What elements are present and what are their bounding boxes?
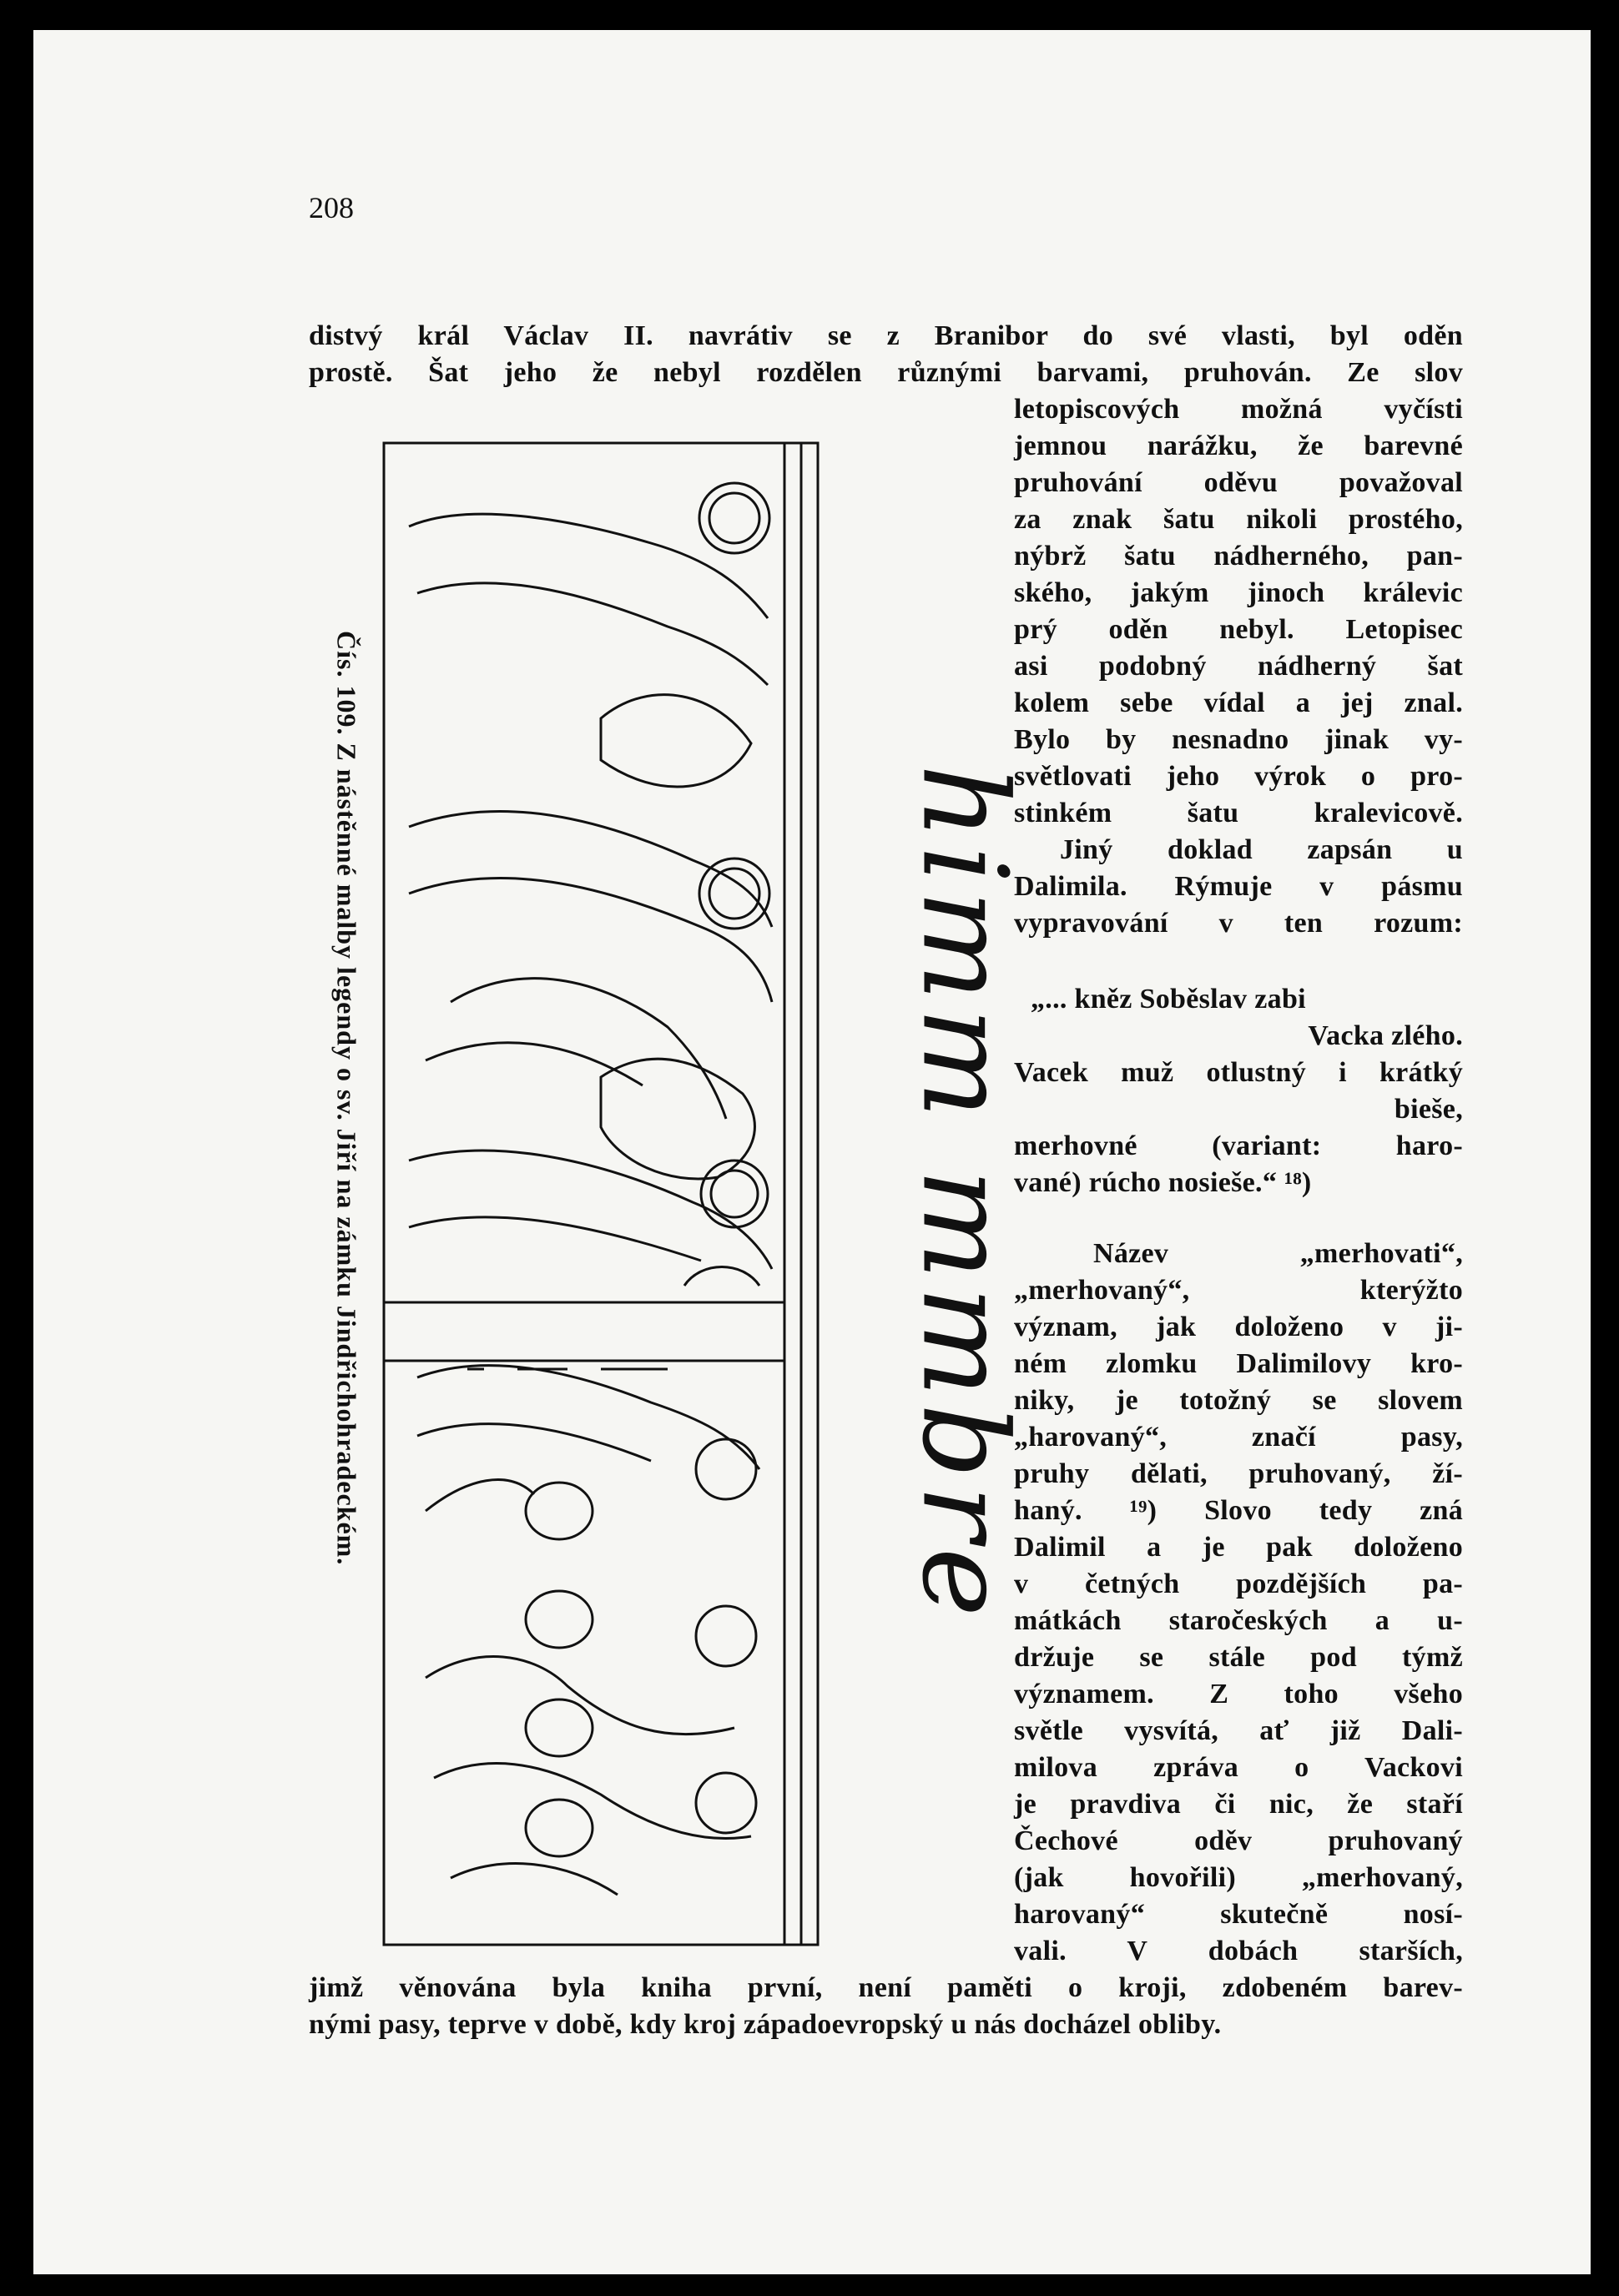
book-page: [33, 30, 1591, 2274]
column-line: ném zlomku Dalimilovy kro-: [1014, 1348, 1463, 1379]
column-line: za znak šatu nikoli prostého,: [1014, 504, 1463, 535]
column-line: jemnou narážku, že barevné: [1014, 430, 1463, 461]
column-line: světlovati jeho výrok o pro-: [1014, 761, 1463, 792]
column-line: pruhy dělati, pruhovaný, ží-: [1014, 1458, 1463, 1489]
column-line: „harovaný“, značí pasy,: [1014, 1422, 1463, 1453]
text-line: distvý král Václav II. navrátiv se z Branibor do své vlasti, byl oděn: [309, 320, 1463, 351]
column-line: harovaný“ skutečně nosí-: [1014, 1899, 1463, 1930]
quote-line: vané) rúcho nosieše.“ ¹⁸): [1014, 1167, 1312, 1198]
column-line: Bylo by nesnadno jinak vy-: [1014, 724, 1463, 755]
column-line: (jak hovořili) „merhovaný,: [1014, 1862, 1463, 1893]
mural-illustration: [351, 426, 885, 1961]
column-line: nýbrž šatu nádherného, pan-: [1014, 541, 1463, 571]
mural-drawing: [351, 426, 885, 1961]
column-line: prý oděn nebyl. Letopisec: [1014, 614, 1463, 645]
gothic-inscription: himm mmbre: [895, 764, 1032, 1624]
text-line: jimž věnována byla kniha první, není paměti o kroji, zdobeném barev-: [309, 1972, 1463, 2003]
column-line: Název „merhovati“,: [1093, 1238, 1463, 1269]
column-line: niky, je totožný se slovem: [1014, 1385, 1463, 1416]
column-line: stinkém šatu kralevicově.: [1014, 798, 1463, 828]
column-line: vypravování v ten rozum:: [1014, 908, 1463, 939]
quote-line: merhovné (variant: haro-: [1014, 1130, 1463, 1161]
column-line: milova zpráva o Vackovi: [1014, 1752, 1463, 1783]
quote-line: bieše,: [1394, 1094, 1463, 1125]
column-line: Čechové oděv pruhovaný: [1014, 1825, 1463, 1856]
column-line: asi podobný nádherný šat: [1014, 651, 1463, 682]
column-line: v četných pozdějších pa-: [1014, 1568, 1463, 1599]
quote-line: Vacka zlého.: [1308, 1020, 1463, 1051]
quote-line: „... kněz Soběslav zabi: [1031, 984, 1306, 1015]
column-line: „merhovaný“, kterýžto: [1014, 1275, 1463, 1306]
inscription-wrap: [895, 764, 1032, 1624]
column-line: světle vysvítá, ať již Dali-: [1014, 1715, 1463, 1746]
page-number: 208: [309, 191, 354, 224]
column-line: kolem sebe vídal a jej znal.: [1014, 687, 1463, 718]
column-line: ského, jakým jinoch králevic: [1014, 577, 1463, 608]
column-line: mátkách staročeských a u-: [1014, 1605, 1463, 1636]
text-line: prostě. Šat jeho že nebyl rozdělen různými barvami, pruhován. Ze slov: [309, 357, 1463, 388]
column-line: Dalimil a je pak doloženo: [1014, 1532, 1463, 1563]
column-line: vali. V dobách starších,: [1014, 1936, 1463, 1966]
column-line: držuje se stále pod týmž: [1014, 1642, 1463, 1673]
column-line: je pravdiva či nic, že staří: [1014, 1789, 1463, 1820]
column-line: význam, jak doloženo v ji-: [1014, 1312, 1463, 1342]
column-line: významem. Z toho všeho: [1014, 1679, 1463, 1709]
quote-line: Vacek muž otlustný i krátký: [1014, 1057, 1463, 1088]
column-line: haný. ¹⁹) Slovo tedy zná: [1014, 1495, 1463, 1526]
column-line: pruhování oděvu považoval: [1014, 467, 1463, 498]
column-line: Jiný doklad zapsán u: [1060, 834, 1463, 865]
figure-caption: Čís. 109. Z nástěnné malby legendy o sv. Jiří na zámku Jindřichohradeckém.: [331, 631, 362, 1566]
column-line: letopiscových možná vyčísti: [1014, 394, 1463, 425]
column-line: Dalimila. Rýmuje v pásmu: [1014, 871, 1463, 902]
text-line: nými pasy, teprve v době, kdy kroj západoevropský u nás docházel obliby.: [309, 2009, 1222, 2040]
